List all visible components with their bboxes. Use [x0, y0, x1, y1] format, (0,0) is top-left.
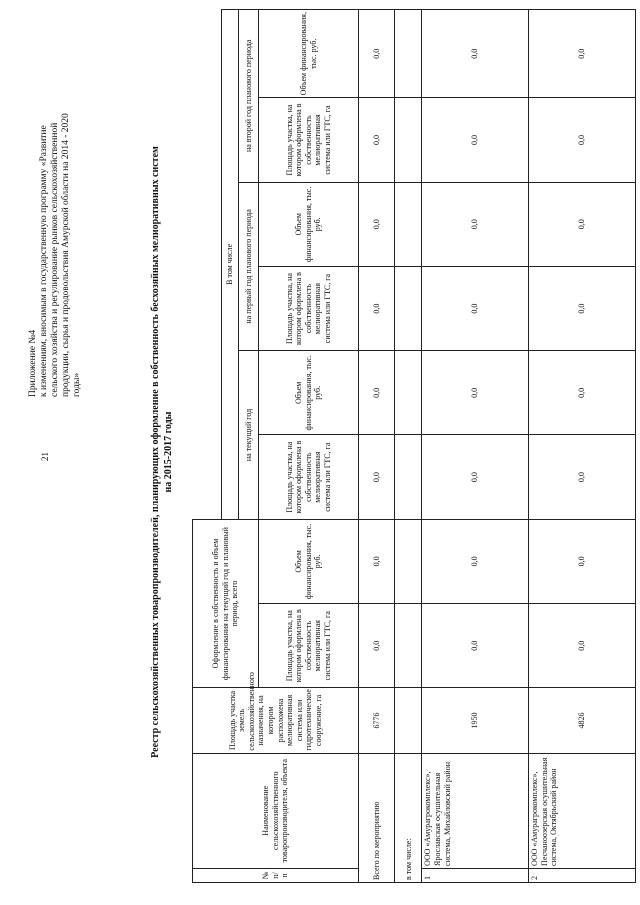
- registry-table: [192, 9, 636, 883]
- row-name: ООО «Амурагрокомплекс», Песчаноозерская осушительная система, Октябрьский район: [529, 753, 636, 868]
- cell-value: 0,0: [422, 98, 529, 182]
- cell-value: 0,0: [359, 182, 395, 266]
- cell-value: 0,0: [529, 182, 636, 266]
- cell-value: 0,0: [359, 604, 395, 688]
- cell-value: 0,0: [422, 182, 529, 266]
- header-num: № п/п: [193, 868, 359, 882]
- header-area: Площадь участка, на котором оформлена в собственность мелиоративная система или ГТС, га: [259, 604, 359, 688]
- title-line: Реестр сельскохозяйственных товаропроизводителей, планирующих оформление в собственность бесхозяйных мелиоративных систем: [150, 146, 161, 758]
- row-name: Всего по мероприятию: [359, 753, 395, 882]
- appendix-line: к изменениям, вносимым в государственную программу «Развитие: [39, 125, 49, 397]
- cell-value: 0,0: [422, 351, 529, 435]
- header-fin: Объем финансирования, тыс. руб.: [259, 519, 359, 603]
- cell-value: 0,0: [422, 519, 529, 603]
- header-area: Площадь участка, на котором оформлена в собственность мелиоративная система или ГТС, га: [259, 266, 359, 350]
- row-land: 4826: [529, 688, 636, 753]
- header-land-area: Площадь участка земель сельскохозяйственного назначения, на котором расположена мелиоративная система или гидротехническое сооружение, га: [193, 688, 359, 753]
- title-line: на 2015-2017 годы: [162, 411, 174, 493]
- cell-value: 0,0: [529, 604, 636, 688]
- table-row: [422, 10, 529, 883]
- cell-value: 0,0: [359, 98, 395, 182]
- header-name: Наименование сельскохозяйственного товаропроизводителя, объекта: [193, 753, 359, 868]
- row-subheading: в том числе:: [395, 753, 422, 882]
- cell-value: 0,0: [422, 10, 529, 98]
- header-current-year: на текущий год: [239, 351, 259, 520]
- header-fin: Объем финансирования, тыс. руб.: [259, 10, 359, 98]
- appendix-line: продукции, сырья и продовольствия Амурской области на 2014 - 2020: [61, 113, 71, 397]
- header-fin: Объем финансирования, тыс. руб.: [259, 351, 359, 435]
- cell-value: 0,0: [529, 10, 636, 98]
- cell-value: 0,0: [422, 266, 529, 350]
- row-num: 1: [422, 868, 529, 882]
- table-row: [359, 10, 395, 883]
- header-area: Площадь участка, на котором оформлена в собственность мелиоративная система или ГТС, га: [259, 435, 359, 519]
- appendix-header: [28, 37, 83, 397]
- row-land: 1950: [422, 688, 529, 753]
- header-total-group: Оформление в собственность и объем финансирования на текущий год и плановый период, всего: [193, 519, 259, 688]
- cell-value: 0,0: [359, 10, 395, 98]
- cell-value: 0,0: [529, 351, 636, 435]
- cell-value: 0,0: [529, 98, 636, 182]
- header-second-plan: на второй год планового периода: [239, 10, 259, 183]
- table-row: [395, 10, 422, 883]
- header-first-plan: на первый год планового периода: [239, 182, 259, 351]
- cell-value: 0,0: [422, 604, 529, 688]
- appendix-line: сельского хозяйства и регулирование рынков сельскохозяйственной: [50, 122, 60, 397]
- header-blank: [193, 10, 222, 520]
- appendix-line: Приложение №4: [28, 329, 38, 397]
- cell-value: 0,0: [359, 435, 395, 519]
- cell-value: 0,0: [529, 435, 636, 519]
- cell-value: 0,0: [422, 435, 529, 519]
- cell-value: 0,0: [359, 351, 395, 435]
- header-fin: Объем финансирования, тыс. руб.: [259, 182, 359, 266]
- row-name: ООО «Амурагрокомплекс», Ярославская осушительная система, Михайловский район: [422, 753, 529, 868]
- cell-value: 0,0: [529, 266, 636, 350]
- row-land: 6776: [359, 688, 395, 753]
- document-title: [150, 27, 175, 877]
- cell-value: 0,0: [359, 266, 395, 350]
- cell-value: 0,0: [529, 519, 636, 603]
- table-row: [529, 10, 636, 883]
- header-area: Площадь участка, на котором оформлена в собственность мелиоративная система или ГТС, га: [259, 98, 359, 182]
- header-incl: В том числе: [221, 10, 239, 520]
- page-number: 21: [40, 452, 50, 461]
- cell-value: 0,0: [359, 519, 395, 603]
- appendix-line: годы»: [72, 372, 82, 397]
- row-num: 2: [529, 868, 636, 882]
